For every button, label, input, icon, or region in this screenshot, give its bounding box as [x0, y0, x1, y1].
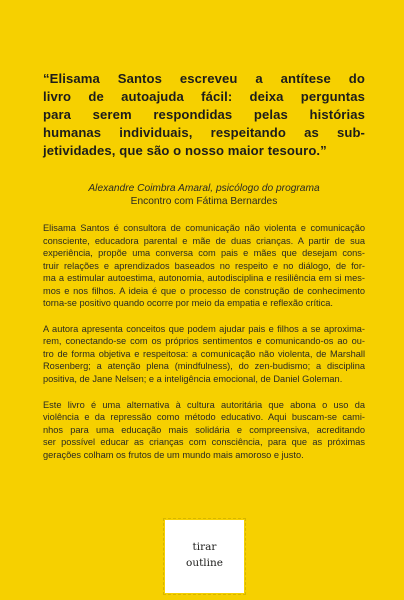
quote-line: para serem respondidas pelas histórias: [43, 107, 365, 123]
tag-line: tirar: [192, 541, 217, 553]
quote-line: jetividades, que são o nosso maior tesouro.”: [43, 143, 327, 159]
tag-line: outline: [186, 557, 223, 569]
text-line: Elisama Santos é consultora de comunicação não violenta e comunicação: [43, 223, 365, 233]
text-line: violência e da repressão como método educativo. Aqui buscam-se cami-: [43, 412, 365, 423]
quote-line: livro de autoajuda fácil: deixa perguntas: [43, 89, 365, 105]
text-line: ma a estimular autoestima, autonomia, autodisciplina e resiliência em si mes-: [43, 273, 365, 284]
quote-attribution: [43, 183, 365, 208]
description-paragraph: [43, 222, 365, 310]
pull-quote: [43, 70, 365, 160]
text-line: Rosenberg; a atenção plena (mindfulness), do zen-budismo; a disciplina: [43, 361, 365, 372]
book-description: [43, 222, 365, 474]
text-line: truir relações e aprendizados baseados no respeito e no diálogo, de for-: [43, 260, 365, 271]
quote-line: “Elisama Santos escreveu a antítese do: [43, 71, 365, 86]
attribution-name: Alexandre Coimbra Amaral, psicólogo do programa: [88, 183, 320, 194]
text-line: Este livro é uma alternativa à cultura autoritária que abona o uso da: [43, 399, 365, 410]
attribution-program: Encontro com Fátima Bernardes: [130, 195, 278, 207]
text-line: consciente, educadora parental e mãe de duas crianças. A partir de sua: [43, 235, 365, 246]
text-line: rem, conectando-se com os próprios sentimentos e comunicando-os ao ou-: [43, 336, 365, 347]
text-line: tro de forma objetiva e respeitosa: a comunicação não violenta, de Marshall: [43, 348, 365, 359]
description-paragraph: [43, 323, 365, 386]
text-line: ser possível educar as crianças com consciência, para que as próximas: [43, 437, 365, 448]
text-line: mos e nos filhos. A ideia é que o processo de construção de conhecimento: [43, 285, 365, 296]
text-line: nhos para uma educação mais solidária e compreensiva, acreditando: [43, 424, 365, 435]
text-line: gerações colham os frutos de um mundo mais amoroso e justo.: [43, 449, 304, 460]
text-line: A autora apresenta conceitos que podem ajudar pais e filhos a se aproxima-: [43, 323, 365, 334]
barcode-placeholder-tag: [165, 520, 244, 593]
quote-line: humanas individuais, respeitando as sub-: [43, 125, 365, 141]
text-line: experiência, propõe uma conversa com pais e mães que desejam cons-: [43, 248, 365, 259]
text-line: torna-se positivo quando ocorre por meio da empatia e reflexão crítica.: [43, 298, 333, 309]
text-line: positiva, de Jane Nelsen; e a inteligência emocional, de Daniel Goleman.: [43, 374, 343, 385]
tag-label: [165, 539, 244, 571]
description-paragraph: [43, 399, 365, 462]
